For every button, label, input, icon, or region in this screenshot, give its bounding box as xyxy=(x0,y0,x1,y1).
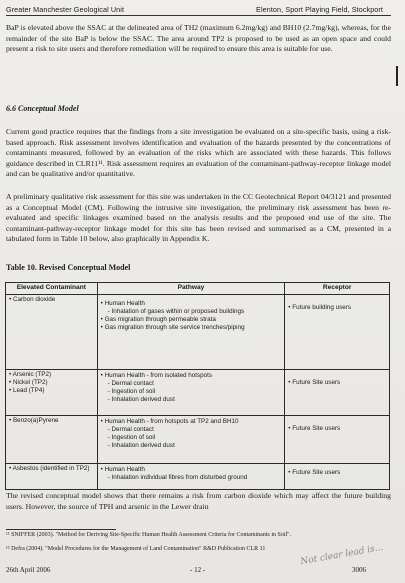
section-heading: 6.6 Conceptual Model xyxy=(6,104,79,113)
paragraph-conceptual-model: A preliminary qualitative risk assessment for this site was undertaken in the CC Geotechnical Report 04/3121 and presented as a Conceptual Model (CM). Following the intrusive site investigation, the preliminary risk assessment has been re-evaluated and specific linkages examined based on the analysis results and the proposed end use of the site. The contaminant-pathway-receptor linkage model for this site has been revised and summarised as a CM, presented in a tabulated form in Table 10 below, also graphically in Appendix K. xyxy=(6,192,391,244)
intro-paragraph: BaP is elevated above the SSAC at the delineated area of TH2 (maximum 6.2mg/kg) and BH10 (2.7mg/kg), whereas, for the remainder of the site BaP is below the SSAC. The area around TP2 is proposed to be used as an open space and could present a risk to site users and therefore remediation will be required to ensure this area is suitable for use. xyxy=(6,23,391,54)
pathway-line: - Inhalation derived dust xyxy=(107,396,175,403)
margin-change-bar xyxy=(396,66,398,86)
receptor-text: • Future building users xyxy=(288,304,352,311)
footnote-1: ¹¹ SNIFFER (2003). "Method for Deriving Site-Specific Human Health Assessment Criteria for Contaminants in Soil". xyxy=(6,532,292,538)
pathway-line: - Dermal contact xyxy=(107,426,154,433)
header-right: Elenton, Sport Playing Field, Stockport xyxy=(256,5,383,14)
receptor-cell xyxy=(285,416,390,464)
footer-page-number: - 12 - xyxy=(190,566,206,574)
footnote-2: ¹² Defra (2004). "Model Procedures for the Management of Land Contamination" R&D Publication CLR 11 xyxy=(6,546,266,552)
table-row xyxy=(6,295,390,370)
header-receptor: Receptor xyxy=(285,283,390,295)
pathway-line: • Human Health - from hotspots at TP2 and BH10 xyxy=(100,418,239,425)
pathway-line: • Human Health xyxy=(100,300,145,307)
receptor-cell xyxy=(285,464,390,490)
contaminant-cell: • Carbon dioxide xyxy=(6,295,98,370)
pathway-line: • Human Health - from isolated hotspots xyxy=(100,372,213,379)
table-header-row xyxy=(6,283,390,295)
contaminant-cell: • Asbestos (identified in TP2) xyxy=(6,464,98,490)
conceptual-model-table xyxy=(5,282,390,490)
contaminant-cell: • Arsenic (TP2) • Nickel (TP2) • Lead (TP4) xyxy=(6,370,98,416)
pathway-cell xyxy=(97,370,285,416)
pathway-line: • Human Health xyxy=(100,466,145,473)
contaminant-cell: • Benzo(a)Pyrene xyxy=(6,416,98,464)
header-left: Greater Manchester Geological Unit xyxy=(6,5,125,14)
pathway-line: • Gas migration through site service trenches/piping xyxy=(100,324,245,331)
pathway-line: • Gas migration through permeable strata xyxy=(100,316,216,323)
table-row xyxy=(6,416,390,464)
handwritten-note: Not clear lead is... xyxy=(299,542,385,568)
pathway-line: - Inhalation individual fibres from disturbed ground xyxy=(107,474,248,481)
pathway-cell xyxy=(97,295,285,370)
table-row xyxy=(6,464,390,490)
pathway-line: - Dermal contact xyxy=(107,380,154,387)
paragraph-revised-model: The revised conceptual model shows that there remains a risk from carbon dioxide which may affect the future building users. However, the source of TPH and arsenic in the Lewer drain xyxy=(6,491,391,511)
footer-code: 3006 xyxy=(352,566,366,574)
header-pathway: Pathway xyxy=(97,283,285,295)
pathway-line: - Inhalation of gases within or proposed buildings xyxy=(107,308,245,315)
table-row xyxy=(6,370,390,416)
receptor-text: • Future Site users xyxy=(288,425,341,432)
pathway-line: - Ingestion of soil xyxy=(107,388,156,395)
header-contaminant: Elevated Contaminant xyxy=(6,283,98,295)
pathway-cell xyxy=(97,464,285,490)
receptor-text: • Future Site users xyxy=(288,379,341,386)
header-rule xyxy=(6,15,391,16)
receptor-cell xyxy=(285,295,390,370)
receptor-cell xyxy=(285,370,390,416)
pathway-cell xyxy=(97,416,285,464)
footnote-rule xyxy=(6,529,116,530)
receptor-text: • Future Site users xyxy=(288,469,341,476)
pathway-line: - Ingestion of soil xyxy=(107,434,156,441)
pathway-line: - Inhalation derived dust xyxy=(107,442,175,449)
footer-date: 26th April 2006 xyxy=(6,566,51,574)
paragraph-risk-approach: Current good practice requires that the findings from a site investigation be evaluated on a site-specific basis, using a risk-based approach. Risk assessment involves identification and evaluation of the hazards presented by the concentrations of contaminants measured, followed by an evaluation of the risks which are associated with these hazards. This follows guidance described in CLR11¹¹. Risk assessment requires an evaluation of the contaminant-pathway-receptor linkage model and can be qualitative and/or quantitative. xyxy=(6,127,391,179)
table-title: Table 10. Revised Conceptual Model xyxy=(6,263,131,272)
